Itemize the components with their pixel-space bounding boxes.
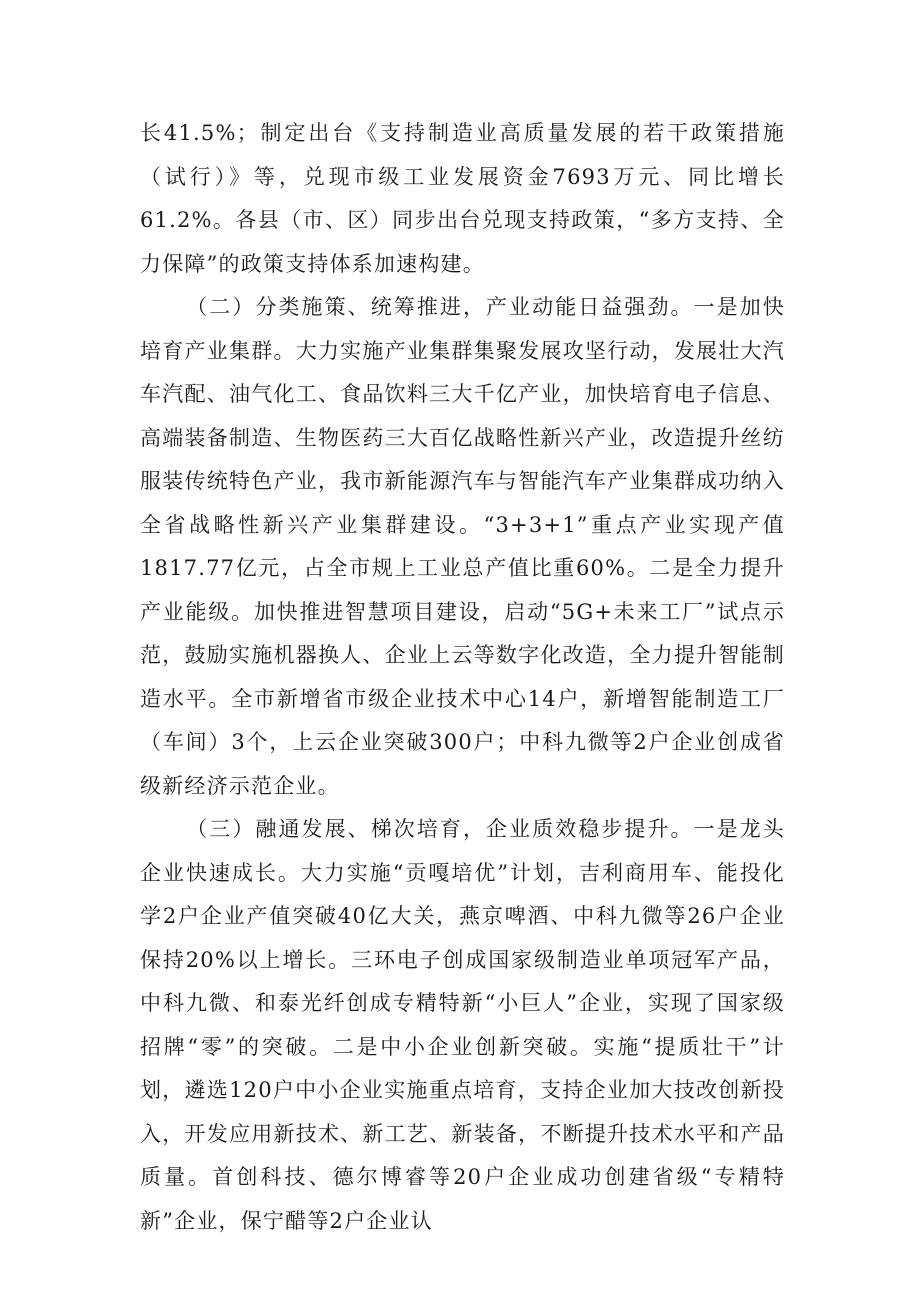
paragraph-industry-momentum: （二）分类施策、统筹推进，产业动能日益强劲。一是加快培育产业集群。大力实施产业集群集聚发展攻坚行动，发展壮大汽车汽配、油气化工、食品饮料三大千亿产业，加快培育电子信息、高端装备制造、生物医药三大百亿战略性新兴产业，改造提升丝纺服装传统特色产业，我市新能源汽车与智能汽车产业集群成功纳入全省战略性新兴产业集群建设。“3+3+1”重点产业实现产值1817.77亿元，占全市规上工业总产值比重60%。二是全力提升产业能级。加快推进智慧项目建设，启动“5G+未来工厂”试点示范，鼓励实施机器换人、企业上云等数字化改造，全力提升智能制造水平。全市新增省市级企业技术中心14户，新增智能制造工厂（车间）3个，上云企业突破300户；中科九微等2户企业创成省级新经济示范企业。 — [140, 295, 785, 798]
paragraph-policy-support: 长41.5%；制定出台《支持制造业高质量发展的若干政策措施（试行）》等，兑现市级工业发展资金7693万元、同比增长61.2%。各县（市、区）同步出台兑现支持政策，“多方支持、全力保障”的政策支持体系加速构建。 — [140, 121, 785, 276]
paragraph-enterprise-quality: （三）融通发展、梯次培育，企业质效稳步提升。一是龙头企业快速成长。大力实施“贡嘎培优”计划，吉利商用车、能投化学2户企业产值突破40亿大关，燕京啤酒、中科九微等26户企业保持20%以上增长。三环电子创成国家级制造业单项冠军产品，中科九微、和泰光纤创成专精特新“小巨人”企业，实现了国家级招牌“零”的突破。二是中小企业创新突破。实施“提质壮干”计划，遴选120户中小企业实施重点培育，支持企业加大技改创新投入，开发应用新技术、新工艺、新装备，不断提升技术水平和产品质量。首创科技、德尔博睿等20户企业成功创建省级“专精特新”企业，保宁醋等2户企业认 — [140, 817, 785, 1233]
document-body — [140, 112, 785, 1243]
